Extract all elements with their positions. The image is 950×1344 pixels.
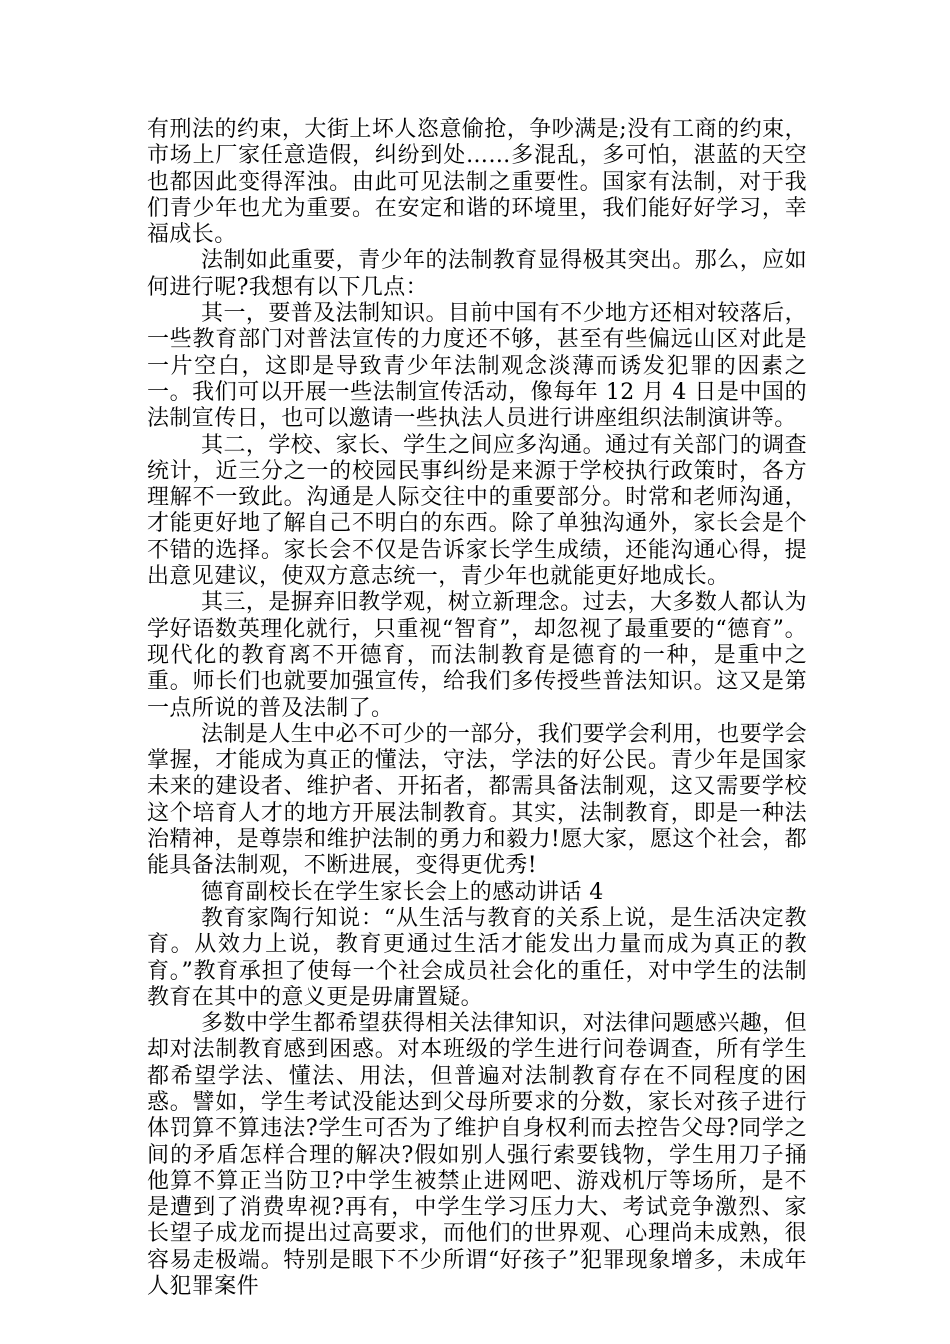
paragraph-point-three: 其三，是摒弃旧教学观，树立新理念。过去，大多数人都认为学好语数英理化就行，只重视“智育”，却忽视了最重要的“德育”。现代化的教育离不开德育，而法制教育是德育的一种，是重中之重。师长们也就要加强宣传，给我们多传授些普法知识。这又是第一点所说的普及法制了。 (147, 590, 807, 721)
paragraph-point-two: 其二，学校、家长、学生之间应多沟通。通过有关部门的调查统计，近三分之一的校园民事纠纷是来源于学校执行政策时，各方理解不一致此。沟通是人际交往中的重要部分。时常和老师沟通，才能更好地了解自己不明白的东西。除了单独沟通外，家长会是个不错的选择。家长会不仅是告诉家长学生成绩，还能沟通心得，提出意见建议，使双方意志统一，青少年也就能更好地成长。 (147, 432, 807, 590)
paragraph-conclusion: 法制是人生中必不可少的一部分，我们要学会利用，也要学会掌握，才能成为真正的懂法，守法，学法的好公民。青少年是国家未来的建设者、维护者、开拓者，都需具备法制观，这又需要学校这个培育人才的地方开展法制教育。其实，法制教育，即是一种法治精神，是尊崇和维护法制的勇力和毅力!愿大家，愿这个社会，都能具备法制观，不断进展，变得更优秀! (147, 721, 807, 879)
paragraph-tao-xingzhi-quote: 教育家陶行知说：“从生活与教育的关系上说，是生活决定教育。从效力上说，教育更通过生活才能发出力量而成为真正的教育。”教育承担了使每一个社会成员社会化的重任，对中学生的法制教育在其中的意义更是毋庸置疑。 (147, 905, 807, 1010)
paragraph-how-to-proceed: 法制如此重要，青少年的法制教育显得极其突出。那么，应如何进行呢?我想有以下几点： (147, 248, 807, 300)
paragraph-student-confusion: 多数中学生都希望获得相关法律知识，对法律问题感兴趣，但却对法制教育感到困惑。对本班级的学生进行问卷调查，所有学生都希望学法、懂法、用法，但普遍对法制教育存在不同程度的困惑。譬如，学生考试没能达到父母所要求的分数，家长对孩子进行体罚算不算违法?学生可否为了维护自身权利而去控告父母?同学之间的矛盾怎样合理的解决?假如别人强行索要钱物，学生用刀子捅他算不算正当防卫?中学生被禁止进网吧、游戏机厅等场所，是不是遭到了消费卑视?再有，中学生学习压力大、考试竞争激烈、家长望子成龙而提出过高要求，而他们的世界观、心理尚未成熟，很容易走极端。特别是眼下不少所谓“好孩子”犯罪现象增多，未成年人犯罪案件 (147, 1011, 807, 1300)
section-heading: 德育副校长在学生家长会上的感动讲话 4 (201, 879, 604, 905)
document-body (147, 117, 807, 1300)
paragraph-point-one: 其一，要普及法制知识。目前中国有不少地方还相对较落后，一些教育部门对普法宣传的力度还不够，甚至有些偏远山区对此是一片空白，这即是导致青少年法制观念淡薄而诱发犯罪的因素之一。我们可以开展一些法制宣传活动，像每年 12 月 4 日是中国的法制宣传日，也可以邀请一些执法人员进行讲座组织法制演讲等。 (147, 301, 807, 432)
paragraph-continuation: 有刑法的约束，大街上坏人恣意偷抢，争吵满是;没有工商的约束，市场上厂家任意造假，纠纷到处……多混乱，多可怕，湛蓝的天空也都因此变得浑浊。由此可见法制之重要性。国家有法制，对于我们青少年也尤为重要。在安定和谐的环境里，我们能好好学习，幸福成长。 (147, 117, 807, 248)
